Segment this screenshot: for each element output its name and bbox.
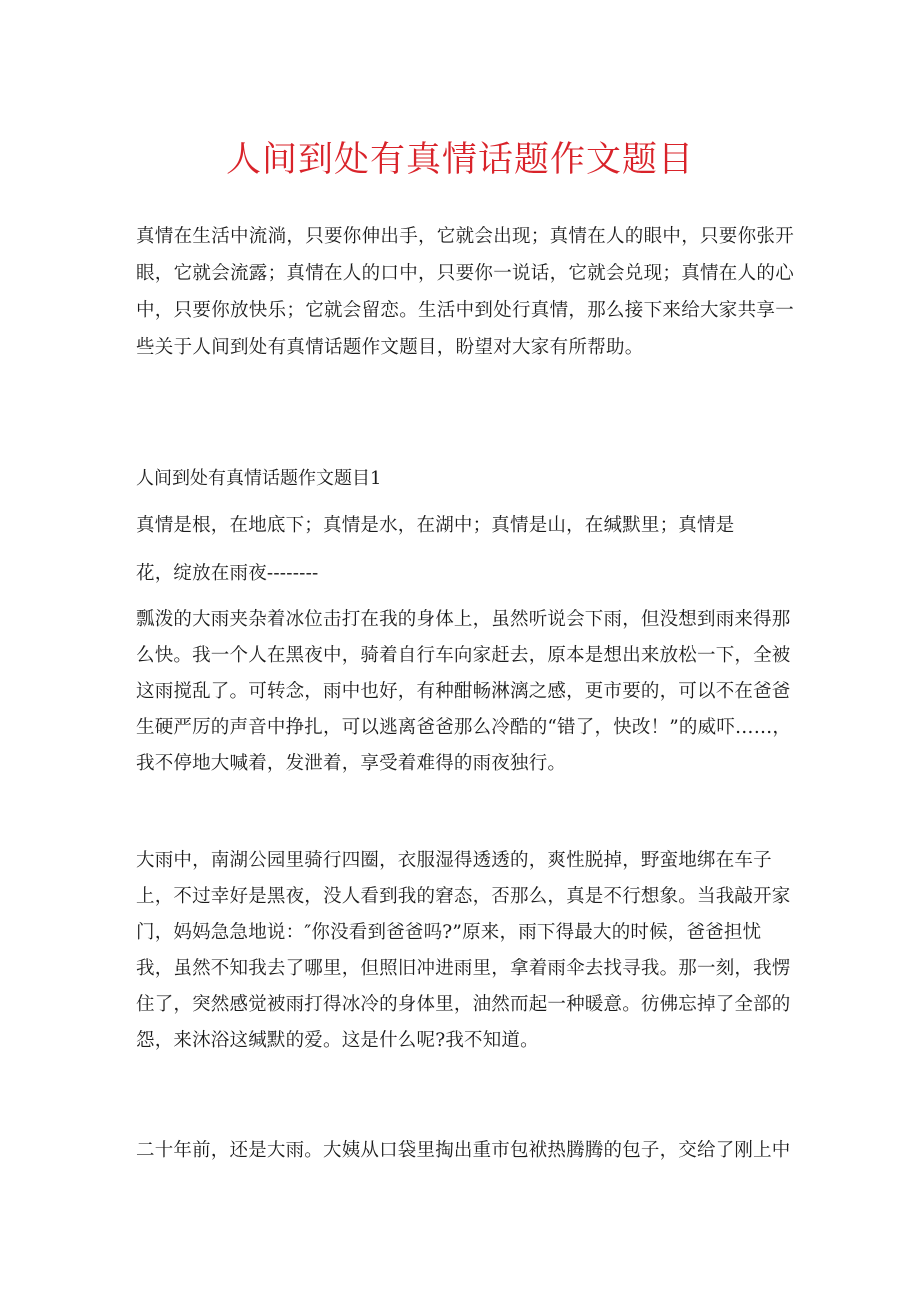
paragraph: 瓢泼的大雨夹杂着冰位击打在我的身体上，虽然听说会下雨，但没想到雨来得那么快。我一个人在黑夜中，骑着自行车向家赶去，原本是想出来放松一下，全被这雨搅乱了。可转念，雨中也好，有种酣畅淋漓之感，更市要的，可以不在爸爸生硬严厉的声音中挣扎，可以逃离爸爸那么冷酷的“错了，快改！”的威吓……，我不停地大喊着，发泄着，享受着难得的雨夜独行。	[136, 609, 792, 774]
paragraph: 二十年前，还是大雨。大姨从口袋里掏出重市包袱热腾腾的包子，交给了刚上中	[136, 1140, 791, 1161]
paragraph: 大雨中，南湖公园里骑行四圈，衣服湿得透透的，爽性脱掉，野蛮地绑在车子上，不过幸好是黑夜，没人看到我的窘态，否那么，真是不行想象。当我敲开家门，妈妈急急地说：″你没看到爸爸吗?”原来，雨下得最大的时候，爸爸担忧我，虽然不知我去了哪里，但照旧冲进雨里，拿着雨伞去找寻我。那一刻，我愣住了，突然感觉被雨打得冰冷的身体里，油然而起一种暖意。彷佛忘掉了全部的怨，来沐浴这缄默的爱。这是什么呢?我不知道。	[136, 850, 791, 1051]
paragraph: 花，绽放在雨夜--------	[136, 563, 319, 584]
paragraph: 真情是根，在地底下；真情是水，在湖中；真情是山，在缄默里；真情是	[136, 515, 735, 536]
document-title: 人间到处有真情话题作文题目	[225, 140, 694, 180]
section-heading: 人间到处有真情话题作文题目1	[136, 468, 382, 489]
intro-paragraph: 真情在生活中流淌，只要你伸出手，它就会出现；真情在人的眼中，只要你张开眼，它就会流露；真情在人的口中，只要你一说话，它就会兑现；真情在人的心中，只要你放快乐；它就会留恋。生活中到处行真情，那么接下来给大家共享一些关于人间到处有真情话题作文题目，盼望对大家有所帮助。	[136, 226, 795, 358]
